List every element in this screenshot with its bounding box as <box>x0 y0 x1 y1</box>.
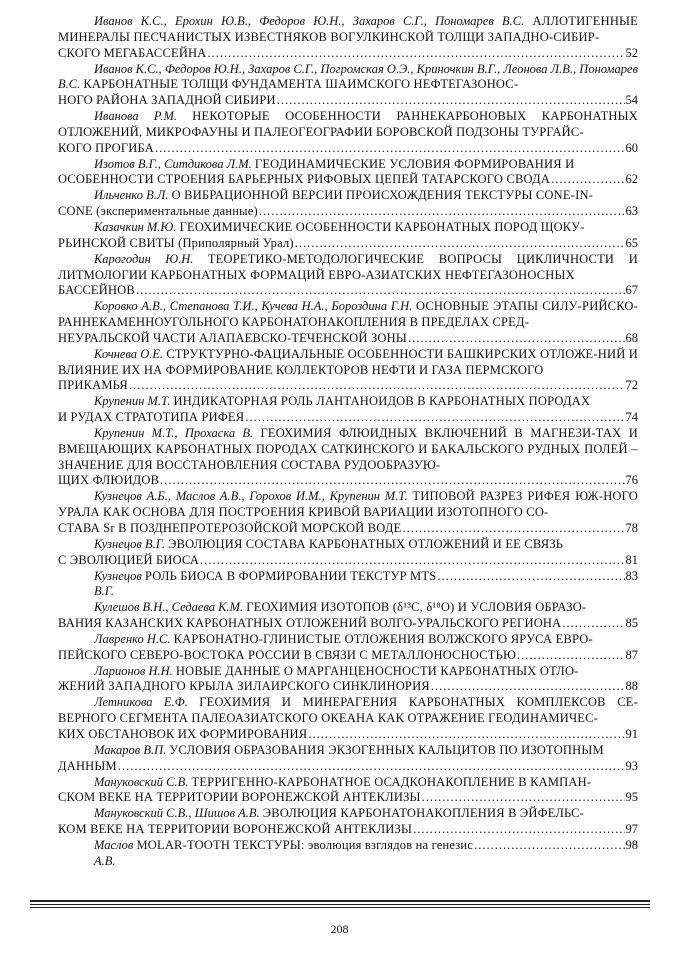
toc-entry-leader-line <box>58 236 638 252</box>
toc-entry-leader-line <box>58 822 638 838</box>
dot-leader <box>155 141 625 157</box>
toc-entry-authors: Кузнецов В.Г. <box>94 536 166 551</box>
toc-entry-title-end: И РУДАХ СТРАТОТИПА РИФЕЯ <box>58 410 245 425</box>
toc-entry-title-end: РОЛЬ БИОСА В ФОРМИРОВАНИИ ТЕКСТУР MTS <box>144 568 437 583</box>
toc-entry-authors: Изотов В.Г., Ситдикова Л.М. <box>94 156 252 171</box>
toc-entry-authors: Мануковский С.В. <box>94 774 189 789</box>
toc-entry-leader-line <box>58 172 638 188</box>
toc-entry-leader-line <box>58 569 638 601</box>
dot-leader <box>208 46 625 62</box>
toc-entry-lead <box>58 394 638 410</box>
toc-entry-authors: Крупенин М.Т., Прохаска В. <box>94 425 254 440</box>
toc-entry-leader-line <box>58 204 638 220</box>
toc-entry-title-end: РЬИНСКОЙ СВИТЫ (Приполярный Урал) <box>58 235 294 250</box>
toc-entry-leader-line <box>58 93 638 109</box>
toc-entry <box>58 695 638 743</box>
toc-entry <box>58 743 638 775</box>
toc-entry-lead <box>58 743 638 759</box>
toc-entry-title-end: СКОГО МЕГАБАССЕЙНА <box>58 45 207 60</box>
toc-entry-page[interactable]: 87 <box>625 647 638 662</box>
toc-entry-leader-line <box>58 553 638 569</box>
toc-entry-authors: Кулешов В.Н., Седаева К.М. <box>94 600 244 615</box>
toc-entry-page[interactable]: 76 <box>625 473 638 488</box>
toc-entry-lead <box>58 188 638 204</box>
toc-entry-title-end: ЩИХ ФЛЮИДОВ <box>58 473 160 488</box>
toc-entry-title-end: БАССЕЙНОВ <box>58 283 135 298</box>
toc-entry-title-end: ЖЕНИЙ ЗАПАДНОГО КРЫЛА ЗИЛАИРСКОГО СИНКЛИНОРИЯ <box>58 679 430 694</box>
toc-entry-title-end: CONE (экспериментальные данные) <box>58 204 258 219</box>
toc-entry-page[interactable]: 52 <box>625 45 638 60</box>
toc-entry-title-end: СКОМ ВЕКЕ НА ТЕРРИТОРИИ ВОРОНЕЖСКОЙ АНТЕКЛИЗЫ <box>58 790 421 805</box>
toc-entry-lead <box>58 252 638 284</box>
dot-leader <box>517 648 624 664</box>
dot-leader <box>422 790 625 806</box>
toc-entry-title-end: ДАННЫМ <box>58 758 117 773</box>
toc-entry-lead <box>58 109 638 141</box>
toc-entry-page[interactable]: 72 <box>625 378 638 393</box>
toc-entry-page[interactable]: 65 <box>625 235 638 250</box>
toc-entry-page[interactable]: 83 <box>625 568 638 583</box>
toc-entry <box>58 299 638 347</box>
footer-rule-thin-2 <box>30 907 650 908</box>
toc-entry-lead <box>58 775 638 791</box>
toc-entry-authors: Казачкин М.Ю. <box>94 219 177 234</box>
toc-entry-title-end: НЕУРАЛЬСКОЙ ЧАСТИ АЛАПАЕВСКО-ТЕЧЕНСКОЙ ЗОНЫ <box>58 330 407 345</box>
toc-entry <box>58 347 638 395</box>
toc-entry <box>58 600 638 632</box>
toc-entry-title: ГЕОХИМИЯ ФЛЮИДНЫХ ВКЛЮЧЕНИЙ В МАГНЕЗИ-ТАХ И ВМЕЩАЮЩИХ КАРБОНАТНЫХ ПОРОДАХ САТКИНСКОГО И БАКАЛЬСКОГО РУДНЫХ ПОЛЕЙ – ЗНАЧЕНИЕ ДЛЯ ВОССТАНОВЛЕНИЯ СОСТАВА РУДООБРАЗУЮ- <box>58 425 639 472</box>
toc-entry-authors: Иванов К.С., Ерохин Ю.В., Федоров Ю.Н., Захаров С.Г., Пономарев В.С. <box>94 14 525 28</box>
toc-entry-authors: Кузнецов В.Г. <box>94 568 142 599</box>
dot-leader <box>129 378 625 394</box>
toc-entry-leader-line <box>58 648 638 664</box>
toc-entry-lead <box>58 537 638 553</box>
toc-entry-title: ГЕОХИМИЯ И МИНЕРАГЕНИЯ КАРБОНАТНЫХ КОМПЛЕКСОВ СЕ-ВЕРНОГО СЕГМЕНТА ПАЛЕОАЗИАТСКОГО ОКЕАНА КАК ОТРАЖЕНИЕ ГЕОДИНАМИЧЕС- <box>58 695 639 726</box>
dot-leader <box>118 759 625 775</box>
toc-entry-lead <box>58 299 638 331</box>
toc-entry-title: ОСНОВНЫЕ ЭТАПЫ СИЛУ-РИЙСКО-РАННЕКАМЕННОУГОЛЬНОГО КАРБОНАТОНАКОПЛЕНИЯ В ПРЕДЕЛАХ СРЕД- <box>58 299 639 330</box>
toc-entry-authors: Лавренко Н.С. <box>94 631 171 646</box>
footer-rule-thin <box>30 904 650 905</box>
dot-leader <box>431 679 625 695</box>
toc-entry-title: КАРБОНАТНО-ГЛИНИСТЫЕ ОТЛОЖЕНИЯ ВОЛЖСКОГО ЯРУСА ЕВРО- <box>173 631 593 646</box>
toc-entry-title: ИНДИКАТОРНАЯ РОЛЬ ЛАНТАНОИДОВ В КАРБОНАТНЫХ ПОРОДАХ <box>173 394 591 409</box>
toc-entry <box>58 188 638 220</box>
toc-entry-authors: Иванова Р.М. <box>94 109 177 124</box>
toc-entry-page[interactable]: 93 <box>625 758 638 773</box>
dot-leader <box>245 410 624 426</box>
toc-entry-lead <box>58 426 638 474</box>
footer-rule <box>30 900 650 910</box>
toc-entry <box>58 806 638 838</box>
toc-entry-lead <box>58 806 638 822</box>
dot-leader <box>259 204 625 220</box>
toc-entry-title-end: КИХ ОБСТАНОВОК ИХ ФОРМИРОВАНИЯ <box>58 726 308 741</box>
toc-entry-title: ЭВОЛЮЦИЯ СОСТАВА КАРБОНАТНЫХ ОТЛОЖЕНИЙ И ЕЕ СВЯЗЬ <box>168 536 564 551</box>
toc-entry <box>58 569 638 601</box>
toc-entry-leader-line <box>58 727 638 743</box>
toc-entry-lead <box>58 664 638 680</box>
toc-entry-leader-line <box>58 759 638 775</box>
toc-entry-title: КАРБОНАТНЫЕ ТОЛЩИ ФУНДАМЕНТА ШАИМСКОГО НЕФТЕГАЗОНОС- <box>83 77 519 92</box>
toc-entry <box>58 14 638 62</box>
toc-entry-page[interactable]: 88 <box>625 679 638 694</box>
toc-entry-title: ГЕОХИМИЯ ИЗОТОПОВ (δ¹³C, δ¹⁸O) И УСЛОВИЯ ОБРАЗО- <box>246 600 587 615</box>
toc-entry-leader-line <box>58 331 638 347</box>
toc-entry-page[interactable]: 68 <box>625 330 638 345</box>
toc-entry <box>58 109 638 157</box>
toc-entry-title: ТИПОВОЙ РАЗРЕЗ РИФЕЯ ЮЖ-НОГО УРАЛА КАК ОСНОВА ДЛЯ ПОСТРОЕНИЯ КРИВОЙ ВАРИАЦИИ ИЗОТОПНОГО СО- <box>58 489 638 520</box>
toc-entry <box>58 62 638 110</box>
dot-leader <box>551 172 624 188</box>
toc-entry <box>58 775 638 807</box>
toc-entry-page[interactable]: 98 <box>625 837 638 852</box>
toc-entry-authors: Крупенин М.Т. <box>94 394 171 409</box>
toc-entry <box>58 838 638 870</box>
toc-entry-page[interactable]: 60 <box>625 140 638 155</box>
dot-leader <box>308 727 624 743</box>
toc-entry <box>58 489 638 537</box>
toc-entry-title-end: ПРИКАМЬЯ <box>58 378 128 393</box>
toc-entry-authors: Иванов К.С., Федоров Ю.Н., Захаров С.Г., Погромская О.Э., Криночкин В.Г., Леонова Л.В., Пономарев В.С. <box>58 61 638 92</box>
toc-entry-title: УСЛОВИЯ ОБРАЗОВАНИЯ ЭКЗОГЕННЫХ КАЛЬЦИТОВ ПО ИЗОТОПНЫМ <box>169 742 604 757</box>
toc-entry-leader-line <box>58 616 638 632</box>
dot-leader <box>437 569 624 585</box>
toc-entry-title: О ВИБРАЦИОННОЙ ВЕРСИИ ПРОИСХОЖДЕНИЯ ТЕКСТУРЫ CONE-IN- <box>171 188 594 203</box>
dot-leader <box>408 331 625 347</box>
toc-entry-title-end: MOLAR-TOOTH ТЕКСТУРЫ: эволюция взглядов на генезис <box>136 837 474 852</box>
toc-entry-lead <box>58 14 638 46</box>
toc-entry-page[interactable]: 91 <box>625 726 638 741</box>
dot-leader <box>562 616 624 632</box>
toc-entry-authors: Макаров В.П. <box>94 742 167 757</box>
toc-entry-leader-line <box>58 790 638 806</box>
toc-entry-lead <box>58 600 638 616</box>
toc-entry-leader-line <box>58 410 638 426</box>
toc-entry <box>58 664 638 696</box>
footer-rule-thick <box>30 900 650 902</box>
dot-leader <box>200 553 624 569</box>
toc-entry-title: ГЕОХИМИЧЕСКИЕ ОСОБЕННОСТИ КАРБОНАТНЫХ ПОРОД ЩОКУ- <box>179 219 585 234</box>
toc-entry-lead <box>58 695 638 727</box>
toc-entry-title-end: ОСОБЕННОСТИ СТРОЕНИЯ БАРЬЕРНЫХ РИФОВЫХ ЦЕПЕЙ ТАТАРСКОГО СВОДА <box>58 172 551 187</box>
toc-entry-title-end: КОМ ВЕКЕ НА ТЕРРИТОРИИ ВОРОНЕЖСКОЙ АНТЕКЛИЗЫ <box>58 822 413 837</box>
toc-entry-page[interactable]: 54 <box>625 93 638 108</box>
dot-leader <box>295 236 625 252</box>
toc-entry-title: АЛЛОТИГЕННЫЕ МИНЕРАЛЫ ПЕСЧАНИСТЫХ ИЗВЕСТНЯКОВ ВОГУЛКИНСКОЙ ТОЛЩИ ЗАПАДНО-СИБИР- <box>58 14 638 44</box>
toc-entry-page[interactable]: 78 <box>625 521 638 535</box>
toc-entry-title-end: ВАНИЯ КАЗАНСКИХ КАРБОНАТНЫХ ОТЛОЖЕНИЙ ВОЛГО-УРАЛЬСКОГО РЕГИОНА <box>58 616 562 631</box>
toc-entry-leader-line <box>58 521 638 537</box>
dot-leader <box>160 473 624 489</box>
toc-entry-page[interactable]: 74 <box>625 410 638 425</box>
toc-entry <box>58 157 638 189</box>
toc-entry-lead <box>58 347 638 379</box>
toc-entry-authors: Коровко А.В., Степанова Т.И., Кучева Н.А., Бороздина Г.Н. <box>94 299 413 314</box>
toc-entry-title: НОВЫЕ ДАННЫЕ О МАРГАНЦЕНОСНОСТИ КАРБОНАТНЫХ ОТЛО- <box>175 663 579 678</box>
toc-entry-title: ГЕОДИНАМИЧЕСКИЕ УСЛОВИЯ ФОРМИРОВАНИЯ И <box>254 156 575 171</box>
page-number: 208 <box>330 922 349 936</box>
toc-entry-lead <box>58 62 638 94</box>
toc-entry <box>58 252 638 300</box>
toc-entry-page[interactable]: 85 <box>625 616 638 631</box>
toc-entry-lead <box>58 220 638 236</box>
toc-entry-lead <box>58 157 638 173</box>
toc-entry-title: СТРУКТУРНО-ФАЦИАЛЬНЫЕ ОСОБЕННОСТИ БАШКИРСКИХ ОТЛОЖЕ-НИЙ И ВЛИЯНИЕ ИХ НА ФОРМИРОВАНИЕ КОЛЛЕКТОРОВ НЕФТИ И ГАЗА ПЕРМСКОГО <box>58 346 639 377</box>
toc-entry-leader-line <box>58 141 638 157</box>
toc-entry-authors: Карогодин Ю.Н. <box>94 251 194 266</box>
toc-entry-page[interactable]: 62 <box>625 172 638 187</box>
toc-entry-page[interactable]: 63 <box>625 204 638 219</box>
toc-entry-leader-line <box>58 378 638 394</box>
toc-entry-page[interactable]: 95 <box>625 790 638 805</box>
toc-entry-leader-line <box>58 679 638 695</box>
toc-entry-page[interactable]: 97 <box>625 822 638 837</box>
toc-entry <box>58 394 638 426</box>
toc-entry-authors: Кузнецов А.Б., Маслов А.В., Горохов И.М., Крупенин М.Т. <box>94 489 408 504</box>
table-of-contents <box>58 14 638 870</box>
dot-leader <box>136 283 625 299</box>
toc-entry <box>58 220 638 252</box>
toc-entry-page[interactable]: 81 <box>625 552 638 567</box>
toc-entry-authors: Летникова Е.Ф. <box>94 695 188 710</box>
toc-entry-authors: Маслов А.В. <box>94 837 134 868</box>
toc-entry <box>58 426 638 489</box>
toc-entry-title: ЭВОЛЮЦИЯ КАРБОНАТОНАКОПЛЕНИЯ В ЭЙФЕЛЬС- <box>262 806 585 821</box>
toc-entry-authors: Ильченко В.Л. <box>94 188 169 203</box>
dot-leader <box>413 822 624 838</box>
toc-entry-title: ТЕОРЕТИКО-МЕТОДОЛОГИЧЕСКИЕ ВОПРОСЫ ЦИКЛИЧНОСТИ И ЛИТМОЛОГИИ КАРБОНАТНЫХ ФОРМАЦИЙ ЕВРО-АЗИАТСКИХ НЕФТЕГАЗОНОСНЫХ <box>58 251 639 282</box>
toc-entry-title-end: КОГО ПРОГИБА <box>58 140 154 155</box>
dot-leader <box>402 521 624 537</box>
toc-entry-title: ТЕРРИГЕННО-КАРБОНАТНОЕ ОСАДКОНАКОПЛЕНИЕ В КАМПАН- <box>191 774 592 789</box>
toc-entry <box>58 537 638 569</box>
toc-entry-leader-line <box>58 473 638 489</box>
dot-leader <box>474 838 624 854</box>
toc-entry-authors: Мануковский С.В., Шишов А.В. <box>94 806 260 821</box>
toc-entry-leader-line <box>58 46 638 62</box>
toc-entry-lead <box>58 489 638 521</box>
toc-entry-lead <box>58 632 638 648</box>
toc-entry-title-end: ПЕЙСКОГО СЕВЕРО-ВОСТОКА РОССИИ В СВЯЗИ С МЕТАЛЛОНОСНОСТЬЮ <box>58 647 517 662</box>
toc-entry-authors: Ларионов Н.Н. <box>94 663 173 678</box>
toc-entry-leader-line <box>58 838 638 870</box>
dot-leader <box>277 93 625 109</box>
toc-entry-title: НЕКОТОРЫЕ ОСОБЕННОСТИ РАННЕКАРБОНОВЫХ КАРБОНАТНЫХ ОТЛОЖЕНИЙ, МИКРОФАУНЫ И ПАЛЕОГЕОГРАФИИ БОРОВСКОЙ ПОДЗОНЫ ТУРГАЙС- <box>58 109 638 139</box>
toc-entry-title-end: СТАВА Sr В ПОЗДНЕПРОТЕРОЗОЙСКОЙ МОРСКОЙ ВОДЕ <box>58 521 402 535</box>
toc-entry-leader-line <box>58 283 638 299</box>
toc-entry <box>58 632 638 664</box>
toc-entry-title-end: С ЭВОЛЮЦИЕЙ БИОСА <box>58 552 200 567</box>
toc-entry-authors: Кочнева О.Е. <box>94 346 164 361</box>
toc-entry-title-end: НОГО РАЙОНА ЗАПАДНОЙ СИБИРИ <box>58 93 276 108</box>
toc-entry-page[interactable]: 67 <box>625 283 638 298</box>
